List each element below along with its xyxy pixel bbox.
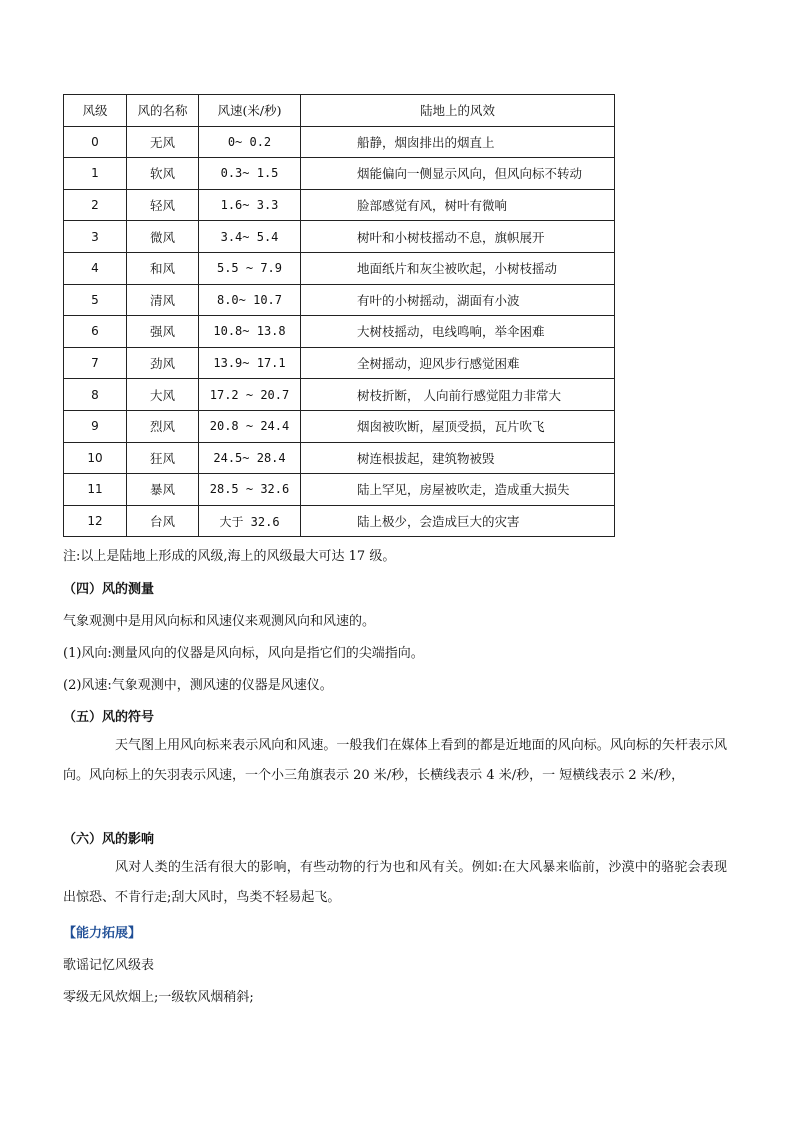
section-heading-influence: （六）风的影响: [63, 832, 155, 847]
cell-effect: 大树枝摇动，电线鸣响，举伞困难: [301, 316, 615, 348]
cell-name: 轻风: [127, 189, 199, 221]
cell-effect: 地面纸片和灰尘被吹起，小树枝摇动: [301, 252, 615, 284]
table-row: [64, 189, 615, 221]
table-row: [64, 284, 615, 316]
cell-level: 9: [64, 410, 127, 442]
table-row: [64, 379, 615, 411]
cell-speed: 5.5 ~ 7.9: [199, 252, 301, 284]
cell-speed: 13.9~ 17.1: [199, 347, 301, 379]
cell-effect: 烟能偏向一侧显示风向，但风向标不转动: [301, 158, 615, 190]
table-row: [64, 410, 615, 442]
table-row: [64, 347, 615, 379]
cell-speed: 大于 32.6: [199, 505, 301, 537]
cell-name: 狂风: [127, 442, 199, 474]
cell-speed: 10.8~ 13.8: [199, 316, 301, 348]
cell-level: 2: [64, 189, 127, 221]
table-row: [64, 221, 615, 253]
influence-paragraph: 风对人类的生活有很大的影响，有些动物的行为也和风有关。例如:在大风暴来临前，沙漠中的骆驼会表现出惊恐、不肯行走;刮大风时，鸟类不轻易起飞。: [63, 860, 727, 905]
header-level: 风级: [64, 95, 127, 127]
cell-effect: 陆上极少，会造成巨大的灾害: [301, 505, 615, 537]
cell-level: 8: [64, 379, 127, 411]
table-note: 注:以上是陆地上形成的风级,海上的风级最大可达 17 级。: [63, 549, 396, 564]
header-name: 风的名称: [127, 95, 199, 127]
symbol-paragraph: 天气图上用风向标来表示风向和风速。一般我们在媒体上看到的都是近地面的风向标。风向标的矢杆表示风向。风向标上的矢羽表示风速，一个小三角旗表示 20 米/秒，长横线表示 4 米/秒，一 短横线表示 2 米/秒，: [63, 738, 727, 783]
table-row: [64, 505, 615, 537]
cell-name: 大风: [127, 379, 199, 411]
table-row: [64, 252, 615, 284]
table-row: [64, 316, 615, 348]
section-heading-symbol: （五）风的符号: [63, 710, 155, 725]
cell-level: 5: [64, 284, 127, 316]
cell-name: 烈风: [127, 410, 199, 442]
cell-effect: 树枝折断， 人向前行感觉阻力非常大: [301, 379, 615, 411]
rhyme-title: 歌谣记忆风级表: [63, 958, 155, 973]
measurement-item-direction: (1)风向:测量风向的仪器是风向标，风向是指它们的尖端指向。: [63, 646, 424, 661]
ability-extension-heading: 【能力拓展】: [63, 926, 142, 941]
cell-name: 软风: [127, 158, 199, 190]
cell-level: 3: [64, 221, 127, 253]
measurement-intro: 气象观测中是用风向标和风速仪来观测风向和风速的。: [63, 614, 376, 629]
cell-name: 微风: [127, 221, 199, 253]
cell-speed: 24.5~ 28.4: [199, 442, 301, 474]
cell-effect: 烟囱被吹断，屋顶受损，瓦片吹飞: [301, 410, 615, 442]
header-speed: 风速(米/秒): [199, 95, 301, 127]
header-effect: 陆地上的风效: [301, 95, 615, 127]
cell-level: 1: [64, 158, 127, 190]
measurement-item-speed: (2)风速:气象观测中，测风速的仪器是风速仪。: [63, 678, 333, 693]
cell-speed: 8.0~ 10.7: [199, 284, 301, 316]
cell-level: 11: [64, 474, 127, 506]
table-row: [64, 158, 615, 190]
cell-effect: 全树摇动，迎风步行感觉困难: [301, 347, 615, 379]
table-header-row: [64, 95, 615, 127]
table-row: [64, 474, 615, 506]
cell-name: 暴风: [127, 474, 199, 506]
cell-speed: 0.3~ 1.5: [199, 158, 301, 190]
cell-speed: 17.2 ~ 20.7: [199, 379, 301, 411]
cell-level: 10: [64, 442, 127, 474]
cell-effect: 陆上罕见，房屋被吹走，造成重大损失: [301, 474, 615, 506]
cell-effect: 树叶和小树枝摇动不息，旗帜展开: [301, 221, 615, 253]
cell-speed: 3.4~ 5.4: [199, 221, 301, 253]
cell-speed: 20.8 ~ 24.4: [199, 410, 301, 442]
cell-level: 0: [64, 126, 127, 158]
cell-level: 7: [64, 347, 127, 379]
cell-speed: 0~ 0.2: [199, 126, 301, 158]
cell-name: 台风: [127, 505, 199, 537]
cell-name: 强风: [127, 316, 199, 348]
cell-name: 劲风: [127, 347, 199, 379]
cell-name: 清风: [127, 284, 199, 316]
cell-effect: 脸部感觉有风，树叶有微响: [301, 189, 615, 221]
table-row: [64, 126, 615, 158]
cell-level: 12: [64, 505, 127, 537]
cell-name: 无风: [127, 126, 199, 158]
rhyme-line-1: 零级无风炊烟上;一级软风烟稍斜;: [63, 990, 254, 1005]
cell-speed: 1.6~ 3.3: [199, 189, 301, 221]
cell-effect: 有叶的小树摇动，湖面有小波: [301, 284, 615, 316]
cell-name: 和风: [127, 252, 199, 284]
table-body: [64, 126, 615, 537]
table-row: [64, 442, 615, 474]
cell-effect: 船静，烟囱排出的烟直上: [301, 126, 615, 158]
cell-effect: 树连根拔起，建筑物被毁: [301, 442, 615, 474]
cell-level: 4: [64, 252, 127, 284]
section-heading-measurement: （四）风的测量: [63, 582, 155, 597]
cell-speed: 28.5 ~ 32.6: [199, 474, 301, 506]
wind-scale-table: [63, 94, 615, 537]
cell-level: 6: [64, 316, 127, 348]
